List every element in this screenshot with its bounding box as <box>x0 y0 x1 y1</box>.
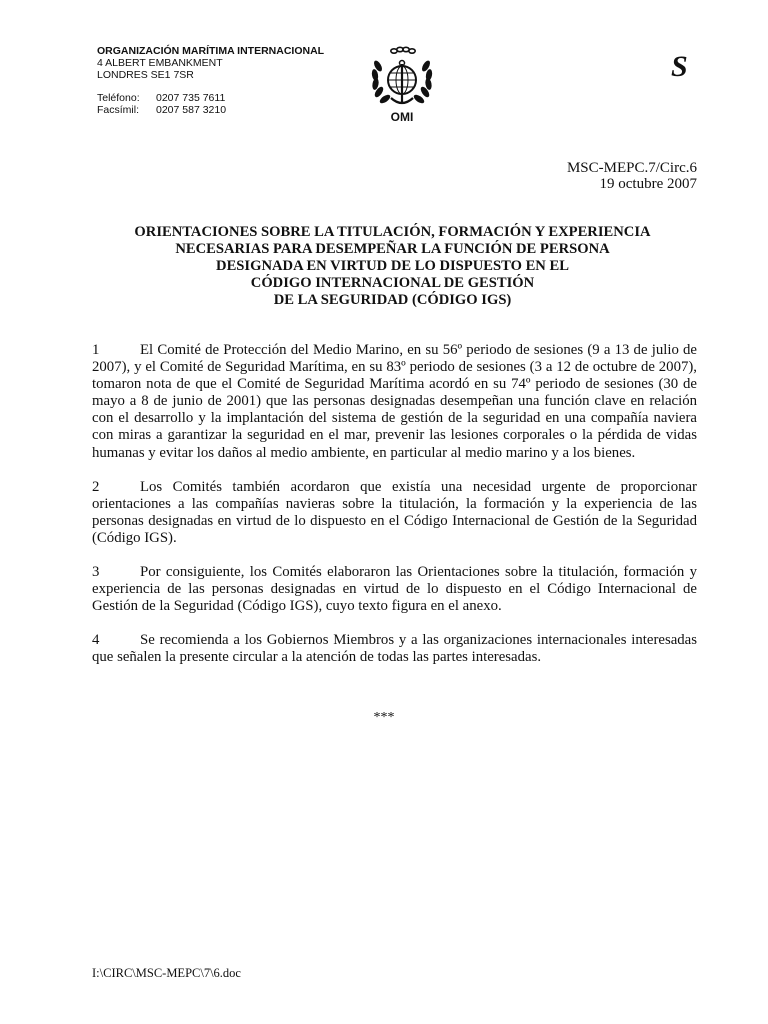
address-line-1: 4 ALBERT EMBANKMENT <box>97 57 223 69</box>
footer-file-path: I:\CIRC\MSC-MEPC\7\6.doc <box>92 966 241 980</box>
paragraph-text: El Comité de Protección del Medio Marino, en su 56º periodo de sesiones (9 a 13 de julio de 2007), y el Comité de Seguridad Marítima, en su 83º periodo de sesiones (3 a 12 de octubre de 2007), tomaron nota de que el Comité de Seguridad Marítima acordó en su 74º periodo de sesiones (30 de mayo a 8 de junio de 2001) que las personas designadas desempeñan una función clave en relación con el desarrollo y la implantación del sistema de gestión de la seguridad en una compañía naviera con miras a garantizar la seguridad en el mar, prevenir las lesiones corporales o la pérdida de vidas humanas y evitar los daños al medio ambiente, en particular al medio marino y a los bienes. <box>92 342 697 461</box>
address-line-2: LONDRES SE1 7SR <box>97 69 194 81</box>
title-line: NECESARIAS PARA DESEMPEÑAR LA FUNCIÓN DE PERSONA <box>175 241 610 257</box>
paragraph-text: Los Comités también acordaron que existía una necesidad urgente de proporcionar orientaciones a las compañías navieras sobre la titulación, la formación y la experiencia de las personas designadas en virtud de lo dispuesto en el Código Internacional de Gestión de la Seguridad (Código IGS). <box>92 478 697 546</box>
paragraph-number: 1 <box>92 342 100 358</box>
paragraph <box>92 342 697 462</box>
document-date: 19 octubre 2007 <box>599 176 697 192</box>
paragraph <box>92 632 697 666</box>
phone-row <box>97 92 226 104</box>
paragraph-number: 3 <box>92 564 100 581</box>
title-line: CÓDIGO INTERNACIONAL DE GESTIÓN <box>250 275 535 291</box>
organization-address <box>97 45 324 81</box>
document-title <box>92 224 693 309</box>
section-separator: *** <box>373 710 395 725</box>
imo-emblem-icon <box>367 44 437 114</box>
document-body <box>92 342 697 684</box>
fax-label: Facsímil: <box>97 104 139 116</box>
contact-info <box>97 92 226 116</box>
paragraph <box>92 564 697 615</box>
paragraph-number: 4 <box>92 632 100 649</box>
phone-label: Teléfono: <box>97 92 140 104</box>
organization-name: ORGANIZACIÓN MARÍTIMA INTERNACIONAL <box>97 45 325 57</box>
language-code: S <box>671 50 688 83</box>
title-line: DESIGNADA EN VIRTUD DE LO DISPUESTO EN EL <box>216 258 569 274</box>
logo-text: OMI <box>390 110 414 124</box>
fax-row <box>97 104 226 116</box>
paragraph-text: Por consiguiente, los Comités elaboraron las Orientaciones sobre la titulación, formación y experiencia de las personas designadas en virtud de lo dispuesto en el Código Internacional de Gestión de la Seguridad (Código IGS), cuyo texto figura en el anexo. <box>92 564 697 615</box>
document-code: MSC-MEPC.7/Circ.6 <box>566 160 697 176</box>
paragraph-number: 2 <box>92 478 100 495</box>
document-reference <box>567 160 697 192</box>
paragraph-text: Se recomienda a los Gobiernos Miembros y a las organizaciones internacionales interesadas que señalen la presente circular a la atención de todas las partes interesadas. <box>92 632 697 666</box>
title-line: ORIENTACIONES SOBRE LA TITULACIÓN, FORMACIÓN Y EXPERIENCIA <box>134 224 651 240</box>
title-line: DE LA SEGURIDAD (CÓDIGO IGS) <box>273 292 512 308</box>
fax-number: 0207 587 3210 <box>156 104 227 116</box>
phone-number: 0207 735 7611 <box>156 92 226 104</box>
paragraph <box>92 479 697 547</box>
